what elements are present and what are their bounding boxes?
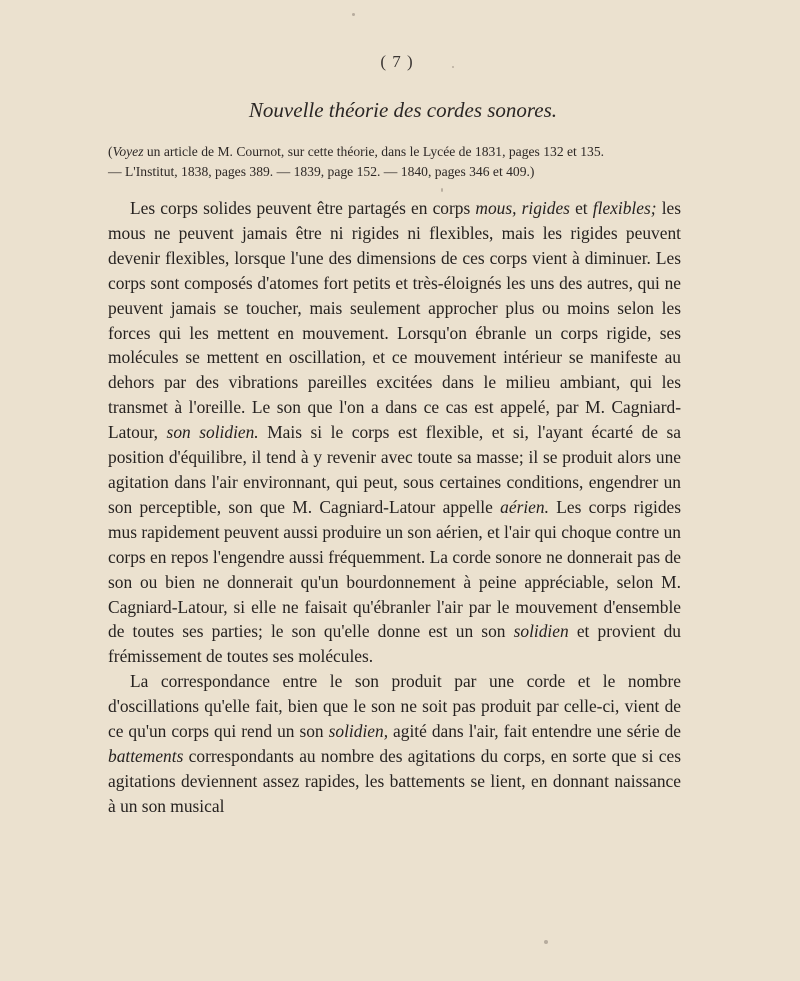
paper-speck: [544, 940, 548, 944]
page-number: ( 7 ): [380, 52, 414, 71]
body-text: [108, 196, 681, 819]
reference-note: [108, 142, 698, 182]
paragraph-2: La correspondance entre le son produit par une corde et le nombre d'oscillations qu'elle fait, bien que le son ne soit pas produit par celle-ci, vient de ce qu'un corps qui rend un son solidien, agité dans l'air, fait entendre une série de battements correspondants au nombre des agitations du corps, en sorte que si ces agitations deviennent assez rapides, les battements se lient, en donnant naissance à un son musical: [108, 671, 681, 816]
reference-note-line-2: — L'Institut, 1838, pages 389. — 1839, page 152. — 1840, pages 346 et 409.): [108, 164, 535, 179]
paper-speck: [452, 66, 454, 68]
paper-speck: [441, 188, 443, 192]
reference-note-line-1: (Voyez un article de M. Cournot, sur cette théorie, dans le Lycée de 1831, pages 132 et 135.: [108, 144, 605, 159]
paragraph-1: Les corps solides peuvent être partagés en corps mous, rigides et flexibles; les mous ne peuvent jamais être ni rigides ni flexibles, mais les rigides peuvent devenir flexibles, lorsque l'une des dimensions de ces corps vient à diminuer. Les corps sont composés d'atomes fort petits et très-éloignés les uns des autres, qui ne peuvent jamais se toucher, mais seulement approcher plus ou moins selon les forces qui les mettent en mouvement. Lorsqu'on ébranle un corps rigide, ses molécules se mettent en oscillation, et ce mouvement intérieur se manifeste au dehors par des vibrations pareilles excitées dans le milieu ambiant, qui les transmet à l'oreille. Le son que l'on a dans ce cas est appelé, par M. Cagniard-Latour, son solidien. Mais si le corps est flexible, et si, l'ayant écarté de sa position d'équilibre, il tend à y revenir avec toute sa masse; il se produit alors une agitation dans l'air environnant, qui peut, sous certaines conditions, engendrer un son perceptible, son que M. Cagniard-Latour appelle aérien. Les corps rigides mus rapidement peuvent aussi produire un son aérien, et l'air qui choque contre un corps en repos l'engendre aussi fréquemment. La corde sonore ne donnerait pas de son ou bien ne donnerait qu'un bourdonnement à peine appréciable, selon M. Cagniard-Latour, si elle ne faisait qu'ébranler l'air par le mouvement d'ensemble de toutes ses parties; le son qu'elle donne est un son solidien et provient du frémissement de toutes ses molécules.: [108, 198, 682, 667]
paper-speck: [352, 13, 355, 16]
voyez-word: Voyez: [112, 144, 144, 159]
page-title: Nouvelle théorie des cordes sonores.: [248, 98, 558, 122]
